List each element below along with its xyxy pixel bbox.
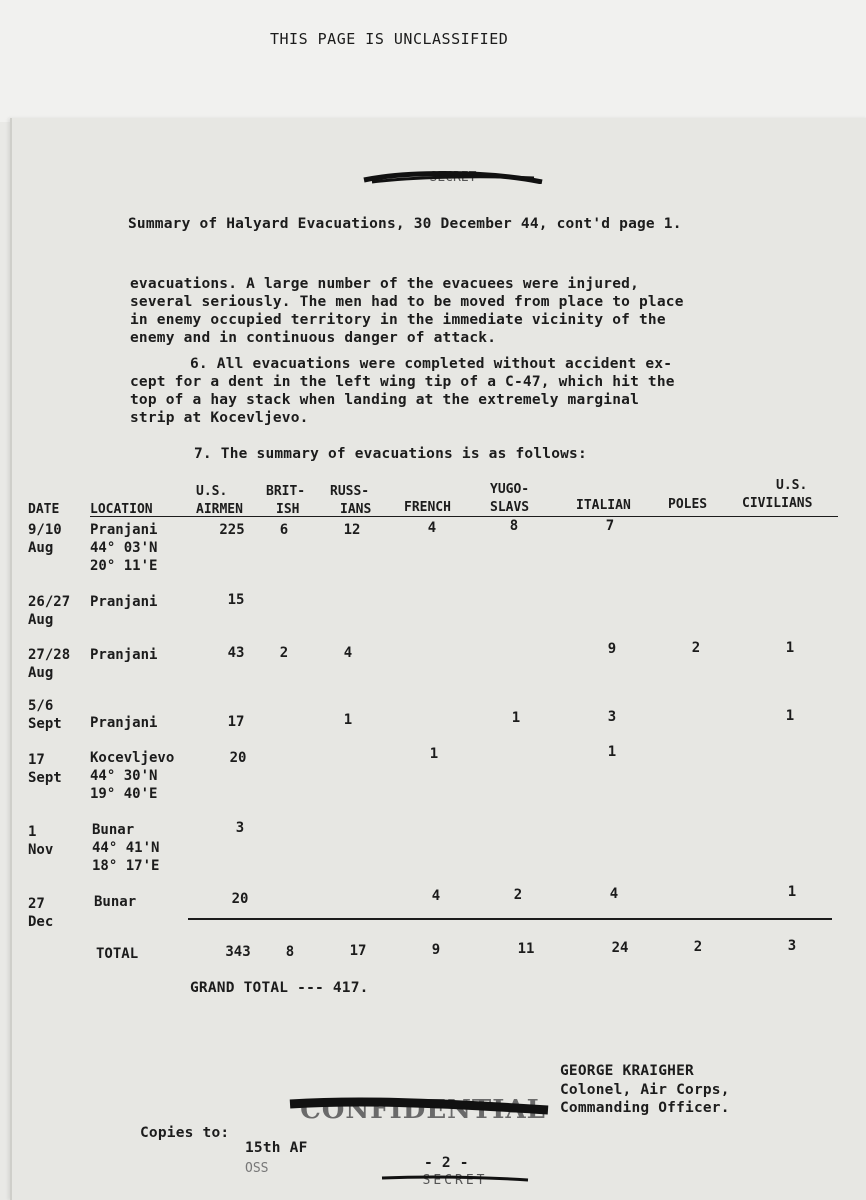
summary-title: Summary of Halyard Evacuations, 30 December 44, cont'd page 1. <box>128 216 682 232</box>
paragraph-line: strip at Kocevljevo. <box>130 410 309 426</box>
row-date: 26/27 <box>28 594 71 610</box>
cell-italian: 4 <box>609 886 619 902</box>
row-location: 19° 40'E <box>90 786 158 802</box>
cell-yugoslavs: 1 <box>511 710 521 726</box>
header-us-airmen: AIRMEN <box>196 502 243 517</box>
row-location: Pranjani <box>90 594 158 610</box>
paragraph-line: 6. All evacuations were completed without accident ex- <box>190 356 673 372</box>
header-us-civilians: CIVILIANS <box>742 496 813 511</box>
row-date: 17 <box>28 752 45 768</box>
row-location: Pranjani <box>90 647 158 663</box>
cell-british: 6 <box>279 522 289 538</box>
paragraph-line: cept for a dent in the left wing tip of a C-47, which hit the <box>130 374 675 390</box>
cell-us-civilians: 1 <box>787 884 797 900</box>
header-poles: POLES <box>668 497 708 512</box>
header-us-airmen: U.S. <box>196 484 228 499</box>
cell-us-civilians: 1 <box>785 640 795 656</box>
total-us-civilians: 3 <box>787 938 797 954</box>
row-date: Dec <box>28 914 54 930</box>
cell-italian: 7 <box>605 518 615 534</box>
cell-us-airmen: 17 <box>227 714 245 730</box>
header-yugoslavs: YUGO- <box>490 482 530 497</box>
total-british: 8 <box>285 944 295 960</box>
paragraph-line: enemy and in continuous danger of attack. <box>130 330 497 346</box>
cell-russians: 1 <box>343 712 353 728</box>
redacted-bottom-text: SECRET <box>422 1173 488 1188</box>
paragraph-line: in enemy occupied territory in the immediate vicinity of the <box>130 312 666 328</box>
total-russians: 17 <box>349 943 367 959</box>
cell-us-airmen: 20 <box>231 891 249 907</box>
cell-us-airmen: 3 <box>235 820 245 836</box>
page-header: THIS PAGE IS UNCLASSIFIED <box>270 30 509 48</box>
signature-line: Colonel, Air Corps, <box>560 1082 730 1098</box>
row-location: 44° 41'N <box>92 840 160 856</box>
total-yugoslavs: 11 <box>517 941 535 957</box>
row-location: Pranjani <box>90 522 158 538</box>
cell-us-airmen: 225 <box>219 522 245 538</box>
row-location: Kocevljevo <box>90 750 175 766</box>
paragraph-line: several seriously. The men had to be moved from place to place <box>130 294 684 310</box>
row-location: 44° 03'N <box>90 540 158 556</box>
copies-item: OSS <box>245 1161 269 1176</box>
header-russians: IANS <box>340 502 372 517</box>
row-location: 44° 30'N <box>90 768 158 784</box>
redaction-mark-top <box>362 168 544 184</box>
header-russians: RUSS- <box>330 484 370 499</box>
cell-italian: 3 <box>607 709 617 725</box>
row-date: Nov <box>28 842 54 858</box>
header-yugoslavs: SLAVS <box>490 500 530 515</box>
redaction-mark-bottom <box>380 1170 530 1188</box>
top-margin <box>0 0 866 122</box>
header-date: DATE <box>28 502 60 517</box>
page-number: - 2 - <box>424 1155 469 1171</box>
cell-poles: 2 <box>691 640 701 656</box>
cell-yugoslavs: 2 <box>513 887 523 903</box>
paragraph-7: 7. The summary of evacuations is as follows: <box>194 446 587 462</box>
cell-italian: 9 <box>607 641 617 657</box>
redacted-stamp-text: CONFIDENTIAL <box>300 1095 546 1125</box>
redacted-top-text: SECRET <box>429 170 477 184</box>
cell-french: 4 <box>427 520 437 536</box>
cell-french: 4 <box>431 888 441 904</box>
row-date: 27/28 <box>28 647 71 663</box>
row-location: Bunar <box>94 894 137 910</box>
header-location: LOCATION <box>90 502 153 517</box>
row-location: Pranjani <box>90 715 158 731</box>
cell-russians: 4 <box>343 645 353 661</box>
row-location: 18° 17'E <box>92 858 160 874</box>
cell-us-airmen: 43 <box>227 645 245 661</box>
row-date: 9/10 <box>28 522 62 538</box>
cell-french: 1 <box>429 746 439 762</box>
signature-line: Commanding Officer. <box>560 1100 730 1116</box>
paragraph-line: top of a hay stack when landing at the extremely marginal <box>130 392 639 408</box>
grand-total: GRAND TOTAL --- 417. <box>190 980 369 996</box>
signature-line: GEORGE KRAIGHER <box>560 1063 694 1079</box>
header-us-civilians: U.S. <box>776 478 808 493</box>
row-date: 27 <box>28 896 45 912</box>
total-us-airmen: 343 <box>225 944 251 960</box>
header-british: BRIT- <box>266 484 306 499</box>
row-date: 5/6 <box>28 698 54 714</box>
copies-item: 15th AF <box>245 1140 308 1156</box>
cell-british: 2 <box>279 645 289 661</box>
cell-us-civilians: 1 <box>785 708 795 724</box>
cell-italian: 1 <box>607 744 617 760</box>
copies-label: Copies to: <box>140 1125 230 1141</box>
cell-russians: 12 <box>343 522 361 538</box>
header-british: ISH <box>276 502 300 517</box>
row-date: Aug <box>28 612 54 628</box>
cell-us-airmen: 20 <box>229 750 247 766</box>
row-date: Sept <box>28 716 62 732</box>
row-date: Aug <box>28 540 54 556</box>
total-french: 9 <box>431 942 441 958</box>
total-italian: 24 <box>611 940 629 956</box>
paragraph-line: evacuations. A large number of the evacuees were injured, <box>130 276 639 292</box>
row-date: Aug <box>28 665 54 681</box>
header-underline <box>90 516 838 517</box>
cell-yugoslavs: 8 <box>509 518 519 534</box>
header-french: FRENCH <box>404 500 451 515</box>
redacted-confidential-stamp <box>286 1090 561 1126</box>
row-location: Bunar <box>92 822 135 838</box>
row-location: 20° 11'E <box>90 558 158 574</box>
header-italian: ITALIAN <box>576 498 631 513</box>
total-rule <box>188 918 832 920</box>
row-date: Sept <box>28 770 62 786</box>
total-label: TOTAL <box>96 946 139 962</box>
row-date: 1 <box>28 824 37 840</box>
total-poles: 2 <box>693 939 703 955</box>
cell-us-airmen: 15 <box>227 592 245 608</box>
